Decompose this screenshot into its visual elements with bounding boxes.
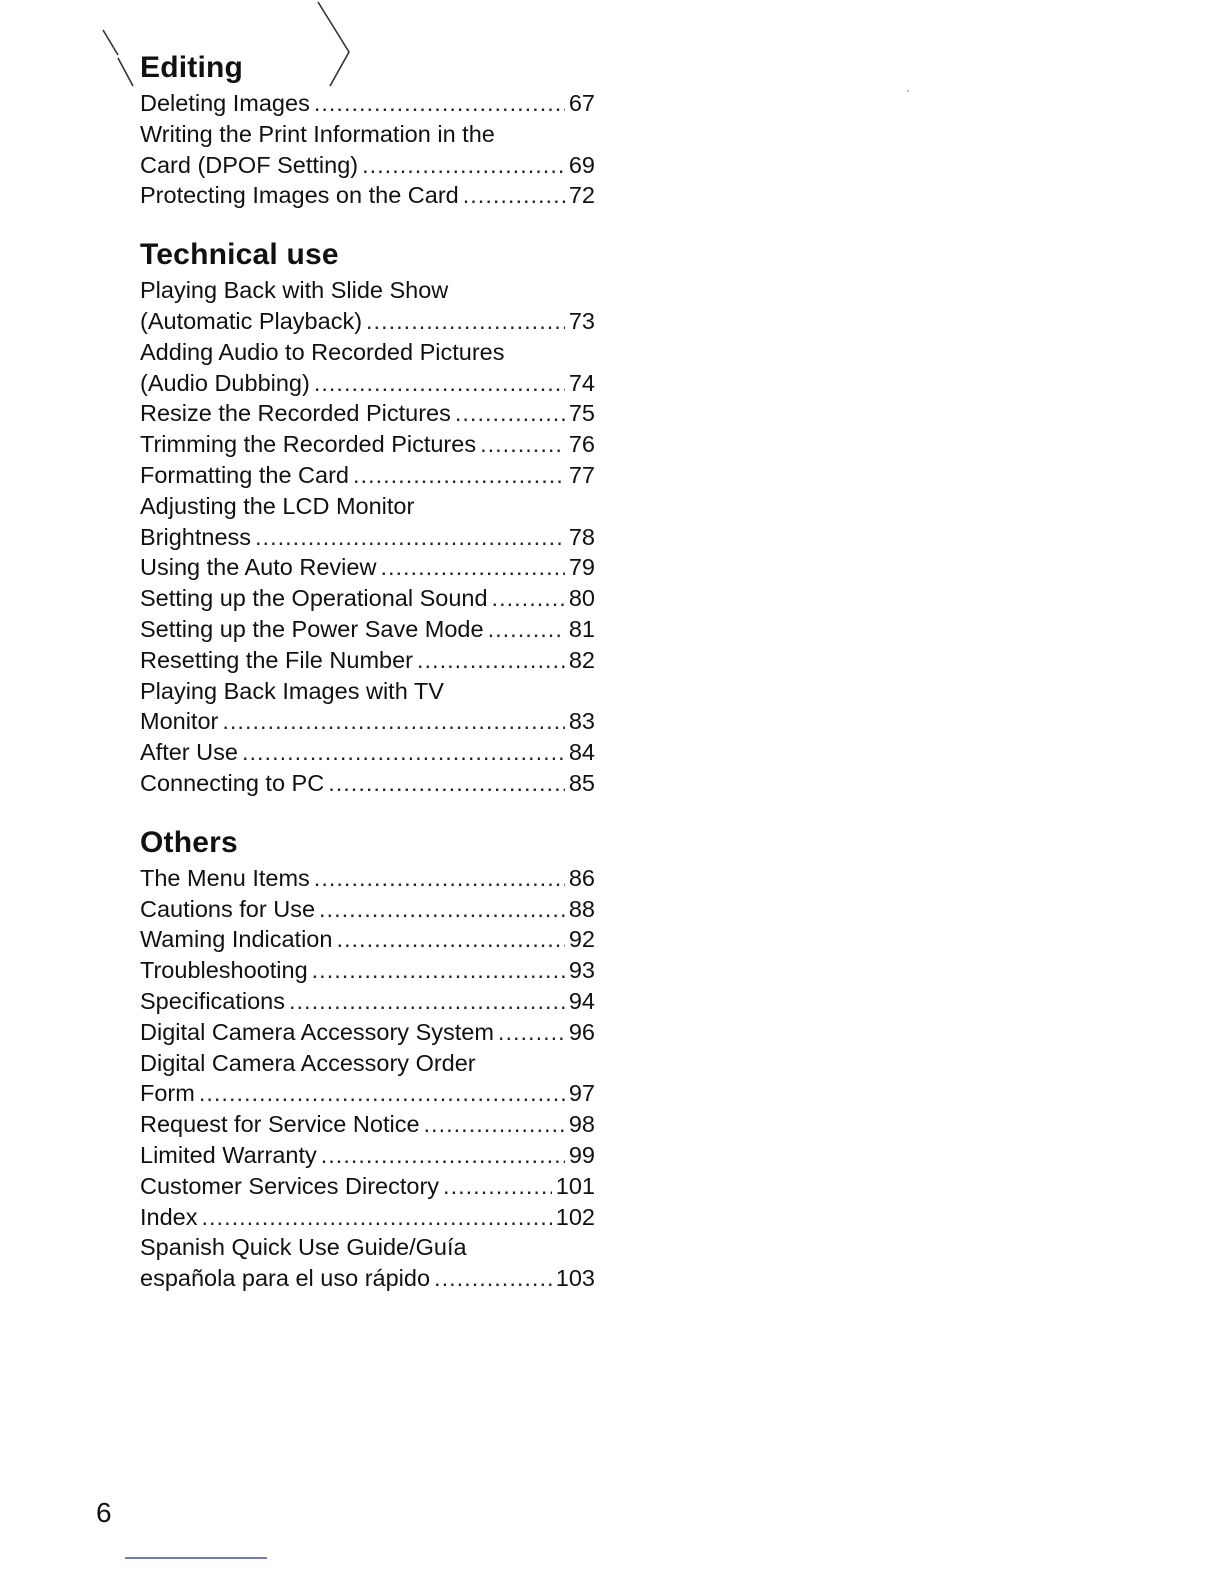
toc-entry [140, 768, 595, 799]
toc-entry-text: (Audio Dubbing) [140, 369, 310, 396]
toc-entry-text: After Use [140, 739, 238, 766]
toc-entry-text: Trimming the Recorded Pictures [140, 431, 477, 458]
dot-leader [255, 522, 565, 553]
toc-page-number: 101 [555, 1172, 595, 1199]
toc-entry [140, 1017, 595, 1048]
toc-entry-line [140, 1017, 595, 1048]
toc-entry [140, 398, 595, 429]
toc-entry-line [140, 522, 595, 553]
toc-entry [140, 429, 595, 460]
toc-entry [140, 1202, 595, 1233]
toc-entry-text: Monitor [140, 708, 219, 735]
dot-leader [289, 986, 565, 1017]
toc-entry-line [140, 460, 595, 491]
toc-entry-line [140, 614, 595, 645]
toc-page-number: 72 [568, 182, 595, 209]
dot-leader [480, 429, 565, 460]
toc-page-number: 85 [568, 769, 595, 796]
toc-entry-text: Cautions for Use [140, 895, 316, 922]
toc-entry-text: Card (DPOF Setting) [140, 151, 359, 178]
toc-page-number: 99 [568, 1141, 595, 1168]
toc-entry-text: The Menu Items [140, 864, 310, 891]
toc-entry [140, 552, 595, 583]
toc-entry-line [140, 552, 595, 583]
toc-entry-text: Deleting Images [140, 90, 310, 116]
toc-entry-line [140, 676, 595, 707]
toc-entry-text: española para el uso rápido [140, 1265, 431, 1292]
dot-leader [417, 645, 565, 676]
toc-entry-line [140, 1109, 595, 1140]
dot-leader [242, 737, 565, 768]
toc-entry [140, 1140, 595, 1171]
toc-page-number: 76 [568, 431, 595, 458]
toc-entry-line [140, 1202, 595, 1233]
toc-section [140, 48, 595, 211]
toc-entry [140, 676, 595, 738]
dot-leader [336, 924, 564, 955]
toc-entry-line [140, 894, 595, 925]
toc-entry-text: Protecting Images on the Card [140, 182, 459, 209]
scan-speck [907, 90, 909, 92]
toc-entry [140, 924, 595, 955]
toc-page-number: 79 [568, 554, 595, 581]
toc-entry [140, 337, 595, 399]
toc-entry-line [140, 398, 595, 429]
toc-entry-line [140, 150, 595, 181]
dot-leader [199, 1078, 565, 1109]
toc-entry [140, 737, 595, 768]
toc-entry-line [140, 768, 595, 799]
dot-leader [328, 768, 565, 799]
dot-leader [498, 1017, 565, 1048]
toc-entry-text: Digital Camera Accessory Order [140, 1049, 476, 1076]
toc-entry-text: Setting up the Power Save Mode [140, 615, 484, 642]
toc-page-number: 98 [568, 1111, 595, 1138]
toc-page-number: 81 [568, 615, 595, 642]
toc-entry-text: Digital Camera Accessory System [140, 1018, 494, 1045]
toc-page-number: 82 [568, 646, 595, 673]
toc-entry-line [140, 924, 595, 955]
toc-entry-text: Connecting to PC [140, 769, 325, 796]
toc-entry-text: Playing Back Images with TV [140, 677, 444, 704]
toc-entry-text: Limited Warranty [140, 1141, 317, 1168]
toc-entry [140, 119, 595, 181]
dot-leader [366, 306, 565, 337]
dot-leader [443, 1171, 552, 1202]
toc-page-number: 67 [568, 90, 595, 116]
toc-page-number: 77 [568, 461, 595, 488]
toc-entry-line [140, 1263, 595, 1294]
toc-entry-line [140, 645, 595, 676]
toc-page-number: 83 [568, 708, 595, 735]
toc-entry [140, 460, 595, 491]
toc-entry-line [140, 863, 595, 894]
toc-entry-text: Setting up the Operational Sound [140, 585, 488, 612]
toc-entry-line [140, 306, 595, 337]
toc-entry-text: Adding Audio to Recorded Pictures [140, 338, 505, 365]
toc-page-number: 103 [555, 1265, 595, 1292]
toc-entry-line [140, 706, 595, 737]
toc-page-number: 78 [568, 523, 595, 550]
toc-entry [140, 88, 595, 119]
toc-entry-text: Specifications [140, 987, 285, 1014]
toc-page-number: 80 [568, 585, 595, 612]
toc-page-number: 74 [568, 369, 595, 396]
dot-leader [455, 398, 565, 429]
toc-entry-line [140, 368, 595, 399]
toc-entry-text: (Automatic Playback) [140, 307, 363, 334]
toc-entry-line [140, 1078, 595, 1109]
toc-entry-line [140, 737, 595, 768]
toc-entry-line [140, 119, 595, 150]
toc-entry-line [140, 986, 595, 1017]
toc-page-number: 102 [555, 1203, 595, 1230]
toc-entry-line [140, 1140, 595, 1171]
section-title: Technical use [140, 238, 339, 272]
footer-rule [125, 1557, 267, 1559]
toc-entry-text: Adjusting the LCD Monitor [140, 492, 415, 519]
section-title: Editing [140, 51, 244, 84]
toc-entry [140, 986, 595, 1017]
section-title: Others [140, 825, 238, 859]
dot-leader [353, 460, 565, 491]
toc-entry [140, 275, 595, 337]
toc-entry [140, 955, 595, 986]
toc-section [140, 823, 595, 1294]
dot-leader [380, 552, 564, 583]
toc-entry-text: Waming Indication [140, 926, 333, 953]
page-number: 6 [96, 1497, 112, 1528]
toc-entry [140, 645, 595, 676]
dot-leader [434, 1263, 552, 1294]
toc-entry-line [140, 88, 595, 119]
dot-leader [488, 614, 565, 645]
toc-entry-line [140, 429, 595, 460]
toc-entry-text: Resetting the File Number [140, 646, 413, 673]
toc-page-number: 96 [568, 1018, 595, 1045]
toc-entry-text: Playing Back with Slide Show [140, 277, 449, 304]
table-of-contents [140, 48, 595, 1294]
dot-leader [314, 88, 565, 119]
dot-leader [362, 150, 565, 181]
toc-entry-line [140, 1232, 595, 1263]
toc-entry [140, 491, 595, 553]
toc-page-number: 93 [568, 957, 595, 984]
toc-page-number: 97 [568, 1080, 595, 1107]
toc-entry-line [140, 955, 595, 986]
toc-entry-line [140, 583, 595, 614]
toc-entry [140, 894, 595, 925]
toc-entry [140, 1232, 595, 1294]
dot-leader [319, 894, 565, 925]
dot-leader [202, 1202, 552, 1233]
dot-leader [321, 1140, 565, 1171]
toc-entry [140, 614, 595, 645]
toc-entry [140, 583, 595, 614]
toc-page-number: 84 [568, 739, 595, 766]
toc-entry-text: Spanish Quick Use Guide/Guía [140, 1234, 467, 1261]
toc-entry-text: Resize the Recorded Pictures [140, 400, 451, 427]
dot-leader [463, 180, 565, 211]
toc-page-number: 69 [568, 151, 595, 178]
toc-entry [140, 863, 595, 894]
toc-page-number: 73 [568, 307, 595, 334]
toc-entry-line [140, 1171, 595, 1202]
toc-entry-text: Troubleshooting [140, 957, 308, 984]
toc-entry-text: Form [140, 1080, 195, 1107]
dot-leader [492, 583, 565, 614]
toc-entry-text: Customer Services Directory [140, 1172, 440, 1199]
toc-page-number: 94 [568, 987, 595, 1014]
toc-entry-text: Writing the Print Information in the [140, 120, 495, 147]
toc-page-number: 92 [568, 926, 595, 953]
toc-entry-line [140, 1048, 595, 1079]
toc-entry-text: Formatting the Card [140, 461, 349, 488]
toc-section [140, 235, 595, 799]
dot-leader [314, 863, 565, 894]
dot-leader [222, 706, 564, 737]
toc-page-number: 88 [568, 895, 595, 922]
toc-entry-text: Request for Service Notice [140, 1111, 420, 1138]
dot-leader [314, 368, 565, 399]
toc-entry [140, 1048, 595, 1110]
toc-entry-text: Index [140, 1203, 198, 1230]
toc-entry-text: Using the Auto Review [140, 554, 377, 581]
toc-entry-line [140, 337, 595, 368]
toc-entry [140, 1171, 595, 1202]
toc-entry-text: Brightness [140, 523, 252, 550]
toc-entry [140, 1109, 595, 1140]
toc-page-number: 86 [568, 864, 595, 891]
toc-entry [140, 180, 595, 211]
toc-entry-line [140, 275, 595, 306]
toc-page-number: 75 [568, 400, 595, 427]
toc-entry-line [140, 180, 595, 211]
scan-stroke-left [103, 30, 133, 86]
dot-leader [424, 1109, 565, 1140]
toc-entry-line [140, 491, 595, 522]
dot-leader [312, 955, 565, 986]
